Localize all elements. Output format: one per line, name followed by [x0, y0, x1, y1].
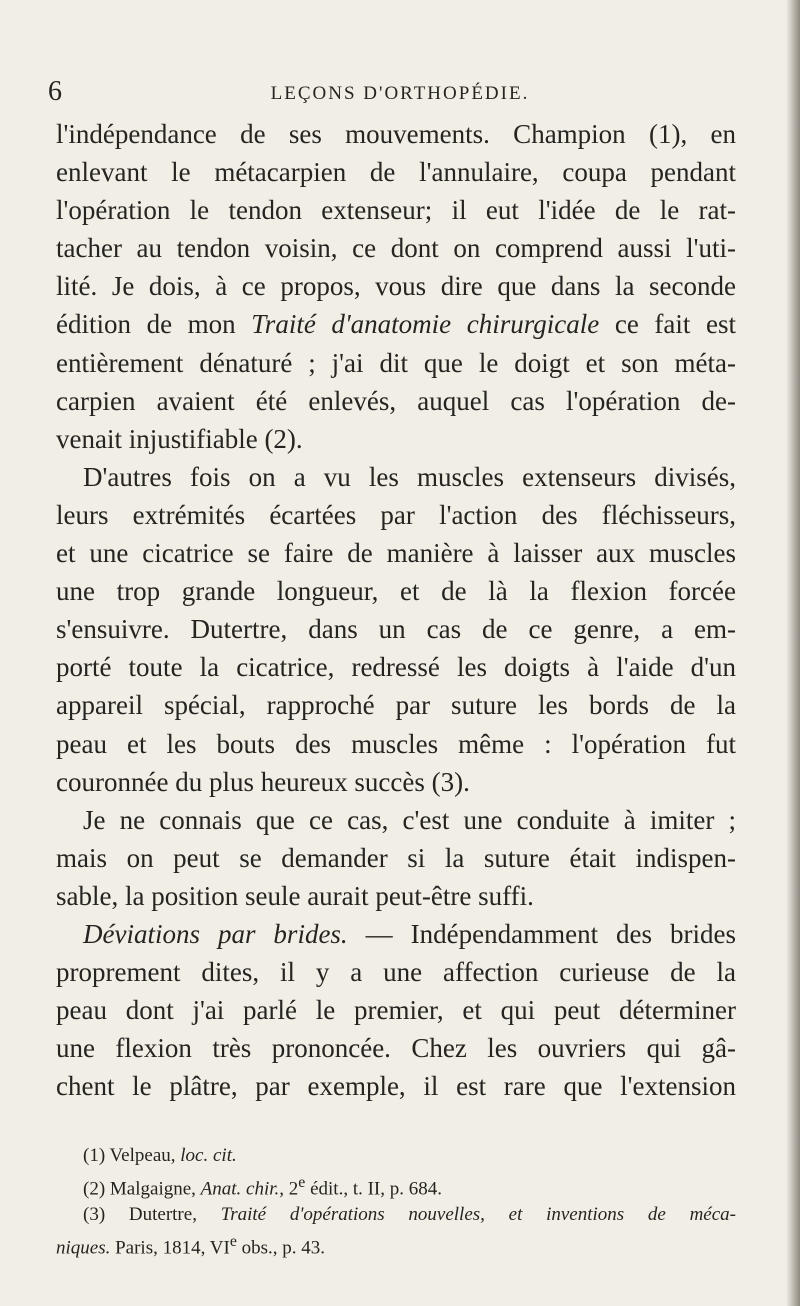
text-line: couronnée du plus heureux succès (3).	[56, 766, 470, 797]
text-line: lité. Je dois, à ce propos, vous dire que dans la seconde	[56, 271, 736, 302]
text-line: s'ensuivre. Dutertre, dans un cas de ce genre, a em-	[56, 614, 736, 645]
footnote-text: (2) Malgaigne,	[83, 1177, 201, 1199]
footnote-2	[56, 1170, 736, 1203]
footnote-text: édit., t. II, p. 684.	[305, 1177, 443, 1199]
text-line: entièrement dénaturé ; j'ai dit que le doigt et son méta-	[56, 347, 736, 378]
text-line: une flexion très prononcée. Chez les ouvriers qui gâ-	[56, 1033, 736, 1064]
text-line: peau dont j'ai parlé le premier, et qui peut déterminer	[56, 995, 736, 1026]
footnote-superscript: e	[298, 1173, 306, 1191]
footnote-1	[56, 1143, 736, 1170]
text-line: proprement dites, il y a une affection curieuse de la	[56, 957, 736, 988]
text-line: peau et les bouts des muscles même : l'opération fut	[56, 728, 736, 759]
text-line: tacher au tendon voisin, ce dont on comprend aussi l'uti-	[56, 233, 736, 264]
footnote-italic: Traité d'opérations nouvelles, et inventions de méca-	[220, 1204, 736, 1226]
text-segment: édition de mon	[56, 309, 252, 340]
text-line: l'indépendance de ses mouvements. Champion (1), en	[56, 119, 736, 149]
footnotes	[56, 1143, 736, 1262]
text-line: D'autres fois on a vu les muscles extenseurs divisés,	[83, 461, 736, 492]
text-line: sable, la position seule aurait peut-être suffi.	[56, 880, 534, 911]
footnote-text: obs., p. 43.	[236, 1237, 326, 1259]
footnote-text: 2	[284, 1177, 299, 1199]
book-title-italic: Traité d'anatomie chirurgicale	[251, 309, 600, 340]
footnote-3	[56, 1202, 736, 1229]
text-line: porté toute la cicatrice, redressé les doigts à l'aide d'un	[56, 652, 736, 683]
footnote-italic: Anat. chir.,	[200, 1177, 285, 1199]
footnote-text: (3) Dutertre,	[83, 1204, 221, 1226]
text-line: leurs extrémités écartées par l'action des fléchisseurs,	[56, 499, 736, 530]
text-line: Je ne connais que ce cas, c'est une conduite à imiter ;	[83, 804, 736, 835]
text-segment: ce fait est	[599, 309, 736, 340]
text-line: une trop grande longueur, et de là la flexion forcée	[56, 576, 736, 607]
text-line: et une cicatrice se faire de manière à laisser aux muscles	[56, 538, 736, 569]
footnote-text: Paris, 1814, VI	[110, 1237, 230, 1259]
footnote-italic: loc. cit.	[180, 1145, 237, 1166]
running-head: LEÇONS D'ORTHOPÉDIE.	[270, 83, 530, 104]
page-header	[0, 74, 800, 114]
text-line: mais on peut se demander si la suture était indispen-	[56, 842, 736, 873]
footnote-superscript: e	[229, 1232, 237, 1250]
text-line: appareil spécial, rapproché par suture les bords de la	[56, 690, 736, 721]
text-segment: — Indépendamment des brides	[347, 918, 736, 949]
page-number: 6	[48, 76, 62, 107]
text-line: l'opération le tendon extenseur; il eut l'idée de le rat-	[56, 195, 736, 226]
footnote-text: (1) Velpeau,	[83, 1145, 181, 1166]
text-line: enlevant le métacarpien de l'annulaire, coupa pendant	[56, 157, 736, 188]
text-line	[56, 305, 736, 343]
footnote-3-continued	[56, 1229, 736, 1262]
footnote-italic: niques.	[56, 1237, 111, 1259]
text-line: carpien avaient été enlevés, auquel cas l'opération de-	[56, 385, 736, 416]
page-edge-shadow	[786, 0, 800, 1306]
body-text	[56, 115, 736, 1105]
section-heading-italic: Déviations par brides.	[83, 918, 348, 949]
text-line	[56, 915, 736, 953]
text-line: chent le plâtre, par exemple, il est rare que l'extension	[56, 1071, 736, 1102]
text-line: venait injustifiable (2).	[56, 423, 303, 454]
